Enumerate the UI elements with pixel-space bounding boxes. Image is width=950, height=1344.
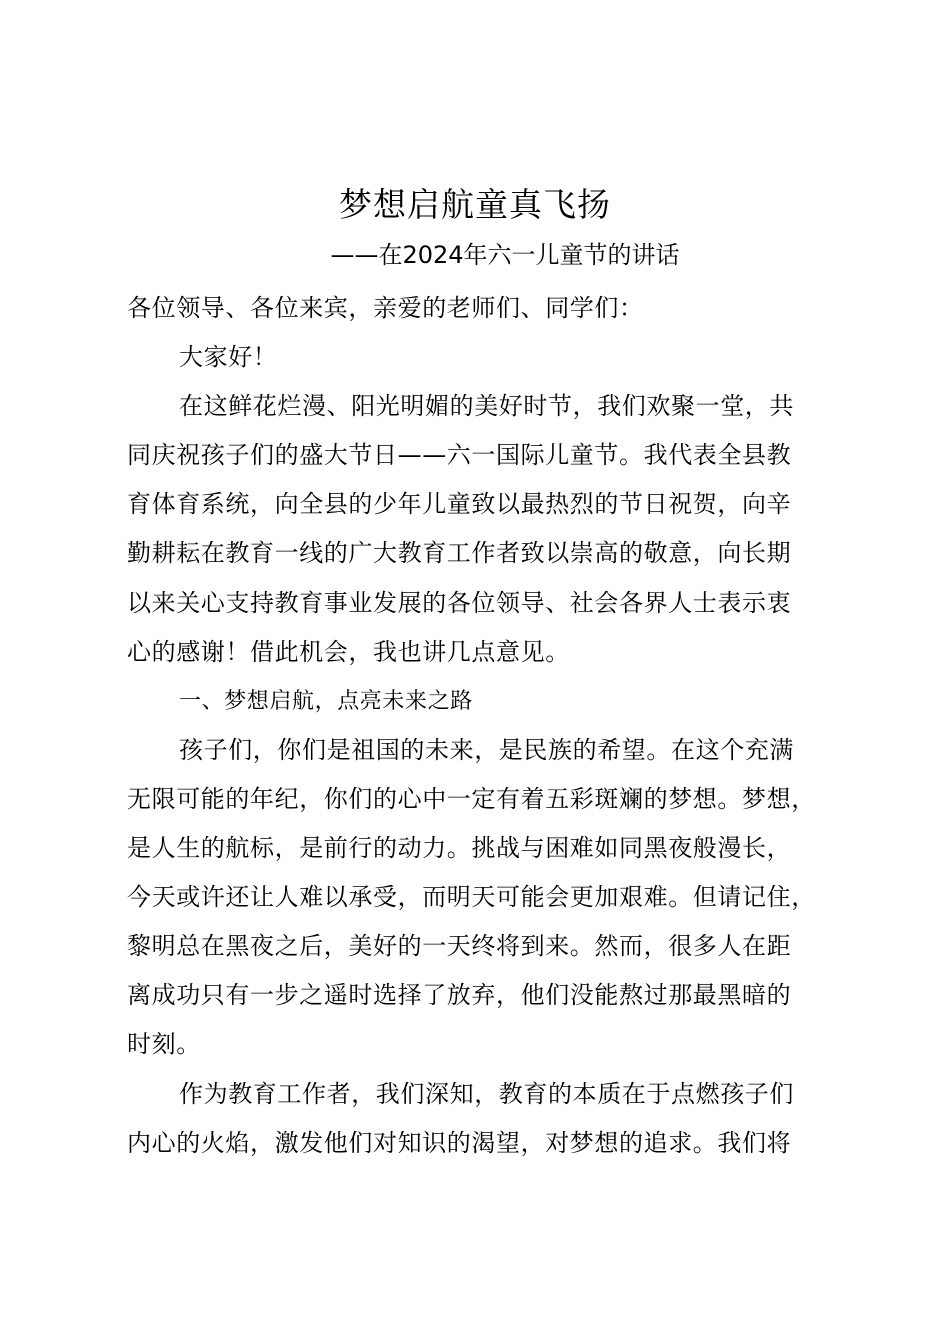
paragraph-line: 孩子们，你们是祖国的未来，是民族的希望。在这个充满	[179, 735, 794, 764]
paragraph-line: 以来关心支持教育事业发展的各位领导、社会各界人士表示衷	[127, 588, 792, 617]
salutation: 各位领导、各位来宾，亲爱的老师们、同学们：	[127, 294, 644, 322]
paragraph-line: 在这鲜花烂漫、阳光明媚的美好时节，我们欢聚一堂，共	[179, 392, 794, 421]
paragraph-1	[127, 382, 835, 677]
paragraph-line: 心的感谢！借此机会，我也讲几点意见。	[127, 637, 570, 666]
document-body	[127, 284, 835, 1168]
paragraph-line: 黎明总在黑夜之后，美好的一天终将到来。然而，很多人在距	[127, 932, 792, 961]
paragraph-line: 时刻。	[127, 1030, 201, 1059]
paragraph-line: 作为教育工作者，我们深知，教育的本质在于点燃孩子们	[179, 1079, 794, 1108]
paragraph-line: 是人生的航标，是前行的动力。挑战与困难如同黑夜般漫长，	[127, 834, 792, 863]
paragraph-line: 今天或许还让人难以承受，而明天可能会更加艰难。但请记住，	[127, 883, 816, 912]
paragraph-line: 无限可能的年纪，你们的心中一定有着五彩斑斓的梦想。梦想，	[127, 784, 816, 813]
section-heading: 一、梦想启航，点亮未来之路	[179, 688, 473, 714]
paragraph-line: 内心的火焰，激发他们对知识的渴望，对梦想的追求。我们将	[127, 1128, 792, 1157]
paragraph-2	[127, 726, 835, 1070]
document-subtitle: ——在2024年六一儿童节的讲话	[330, 241, 680, 269]
greeting: 大家好！	[179, 343, 278, 372]
paragraph-line: 离成功只有一步之遥时选择了放弃，他们没能熬过那最黑暗的	[127, 981, 792, 1010]
paragraph-line: 育体育系统，向全县的少年儿童致以最热烈的节日祝贺，向辛	[127, 490, 792, 519]
paragraph-line: 同庆祝孩子们的盛大节日——六一国际儿童节。我代表全县教	[127, 441, 792, 470]
paragraph-line: 勤耕耘在教育一线的广大教育工作者致以崇高的敬意，向长期	[127, 539, 792, 568]
paragraph-3	[127, 1070, 835, 1168]
document-title: 梦想启航童真飞扬	[339, 185, 611, 224]
